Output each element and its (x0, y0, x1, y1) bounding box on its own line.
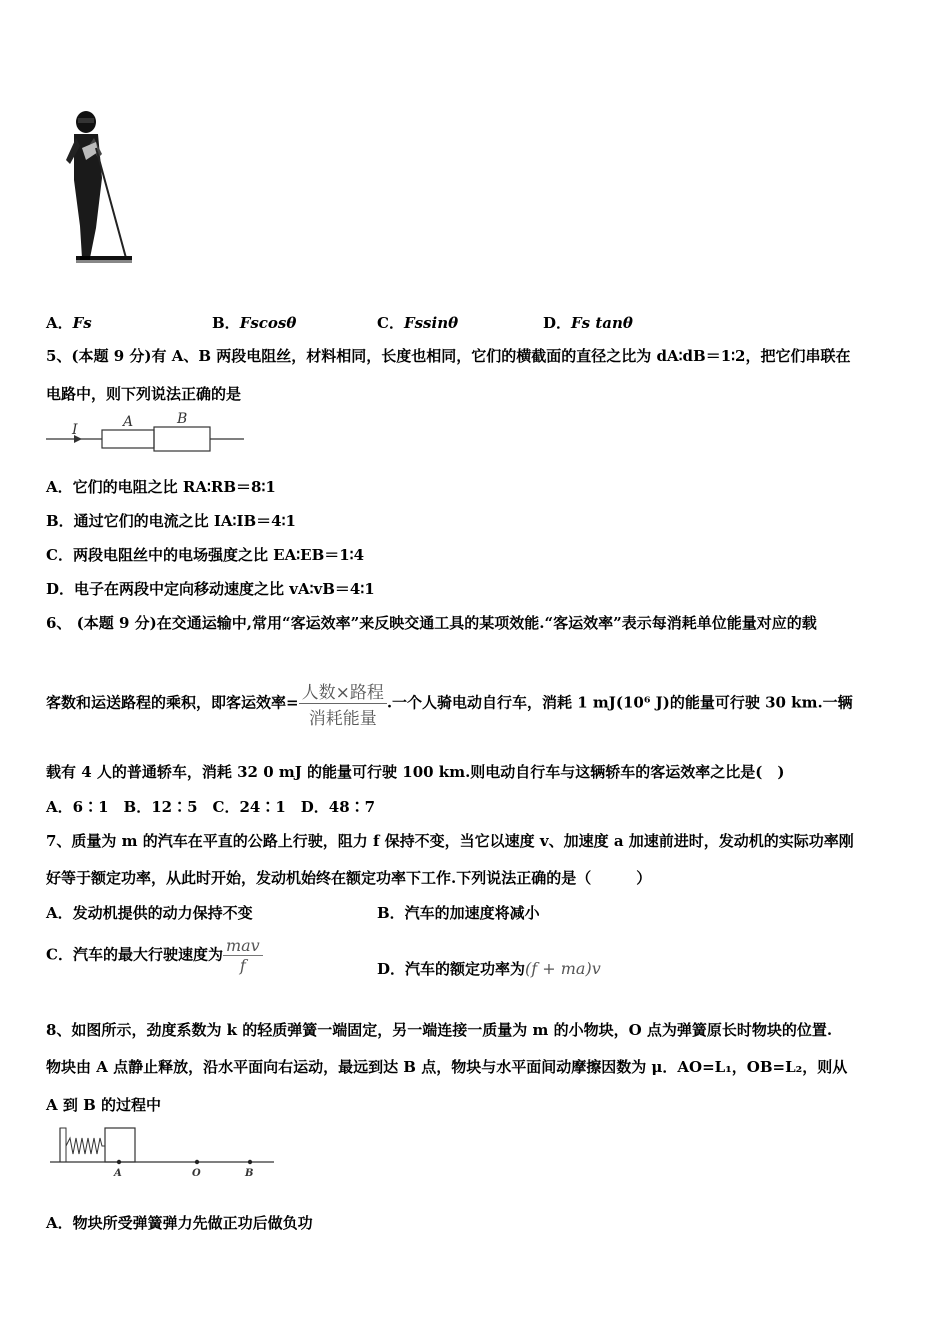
max-speed-fraction: $\frac{\text{mav}}{f}$ (223, 936, 263, 975)
q7-stem-line1: 7、质量为 m 的汽车在平直的公路上行驶，阻力 f 保持不变，当它以速度 v、加速度 a 加速前进时，发动机的实际功率刚 (46, 832, 854, 850)
efficiency-fraction: $\frac{\text{人数×路程}}{\text{消耗能量}}$ (299, 678, 387, 729)
q7-option-c: C．汽车的最大行驶速度为 $\frac{\text{mav}}{f}$ (46, 936, 263, 975)
q6-stem-line2: 客数和运送路程的乘积，即客运效率= $\frac{\text{人数×路程}}{\text{消耗能量}}$ .一个人骑电动自行车，消耗 1 mJ(10⁶ J)的能量可行驶 30 km.一辆 (46, 678, 853, 729)
q6-stem-line3: 载有 4 人的普通轿车，消耗 32 0 mJ 的能量可行驶 100 km.则电动自行车与这辆轿车的客运效率之比是( ) (46, 763, 785, 781)
q6-stem-line1: 6、 (本题 9 分)在交通运输中,常用“客运效率”来反映交通工具的某项效能.“客运效率”表示每消耗单位能量对应的载 (46, 614, 817, 632)
point-o-label: O (192, 1168, 201, 1179)
q4-option-d: D．Fs tanθ (543, 314, 633, 332)
circuit-label-a: A (123, 414, 134, 430)
q4-option-c: C．Fssinθ (377, 314, 459, 332)
q5-option-b: B．通过它们的电流之比 IA∶IB＝4∶1 (46, 512, 296, 530)
q8-option-a: A．物块所受弹簧弹力先做正功后做负功 (46, 1214, 313, 1232)
q4-option-a: A．Fs (46, 314, 92, 332)
q7-option-b: B．汽车的加速度将减小 (377, 904, 540, 922)
q8-stem-line3: A 到 B 的过程中 (46, 1096, 161, 1114)
q7-option-d: D．汽车的额定功率为(f + ma)v (377, 959, 601, 978)
q8-stem-line1: 8、如图所示，劲度系数为 k 的轻质弹簧一端固定，另一端连接一质量为 m 的小物块，O 点为弹簧原长时物块的位置. (46, 1021, 833, 1039)
q5-stem-line1: 5、(本题 9 分)有 A、B 两段电阻丝，材料相同，长度也相同，它们的横截面的直径之比为 dA∶dB＝1∶2，把它们串联在 (46, 347, 851, 365)
q5-option-c: C．两段电阻丝中的电场强度之比 EA∶EB＝1∶4 (46, 546, 365, 564)
circuit-label-b: B (177, 411, 188, 427)
person-mopping-figure (60, 108, 140, 273)
q4-option-b: B．Fscosθ (212, 314, 297, 332)
q5-circuit-diagram (44, 408, 249, 456)
q7-option-a: A．发动机提供的动力保持不变 (46, 904, 253, 922)
point-a-label: A (114, 1168, 122, 1179)
q8-spring-diagram (46, 1124, 278, 1180)
q6-options: A．6∶1 B．12∶5 C．24∶1 D．48∶7 (46, 798, 376, 816)
point-b-label: B (245, 1168, 254, 1179)
q5-stem-line2: 电路中，则下列说法正确的是 (46, 385, 242, 403)
q5-option-d: D．电子在两段中定向移动速度之比 vA∶vB＝4∶1 (46, 580, 375, 598)
circuit-current-label: I (72, 422, 78, 438)
q7-stem-line2: 好等于额定功率，从此时开始，发动机始终在额定功率下工作.下列说法正确的是（ ） (46, 869, 652, 887)
q5-option-a: A．它们的电阻之比 RA∶RB＝8∶1 (46, 478, 276, 496)
q8-stem-line2: 物块由 A 点静止释放，沿水平面向右运动，最远到达 B 点，物块与水平面间动摩擦因数为 μ．AO=L₁，OB=L₂，则从 (46, 1058, 848, 1076)
